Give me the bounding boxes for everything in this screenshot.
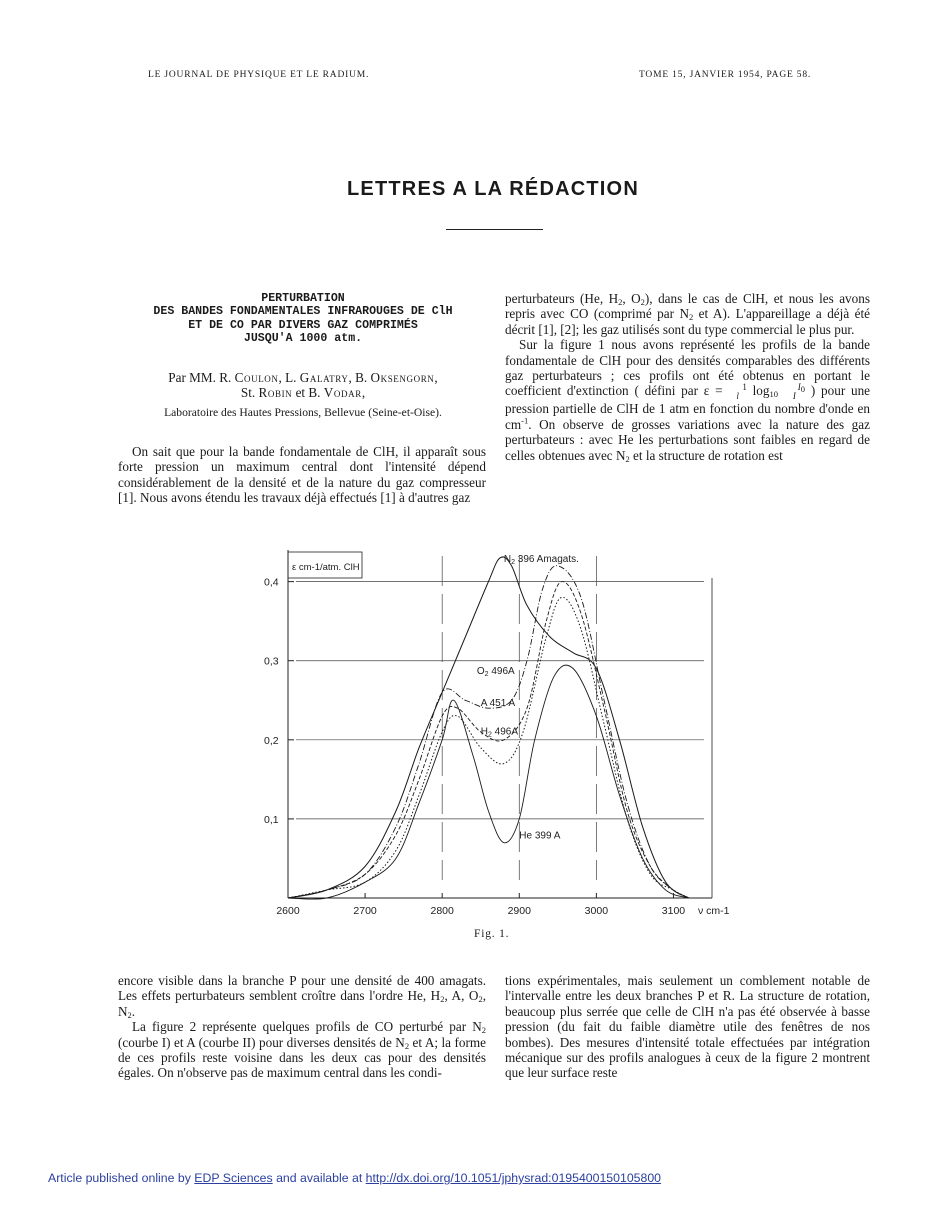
y-tick-label: 0,1 (264, 813, 279, 826)
series-label-4: $H_2$ 496A (480, 726, 519, 739)
publisher-link[interactable]: EDP Sciences (194, 1171, 273, 1185)
article-title-line: ET DE CO PAR DIVERS GAZ COMPRIMÉS (188, 318, 418, 332)
article-title-line: JUSQU'A 1000 atm. (243, 332, 363, 346)
author-initial: B. (308, 385, 324, 401)
x-tick-label: 2700 (353, 905, 377, 917)
series-label-3: A 451 A (480, 697, 516, 709)
author-name: Oksengorn (370, 370, 435, 385)
paragraph: tions expérimentales, mais seulement un comblement notable de l'intervalle entre les deux branches P et R. La structure de rotation, beaucoup plus serrée que celle de ClH n'a pas été observée à basse pression (du fait du faible diamètre utile des fenêtres de nos bombes). Des mesures d'intensité totale effectuées par intégration mécanique sur des profils analogues à ceux de la figure 2 montrent que leur surface reste (505, 973, 870, 1081)
x-axis-label: ν cm-1 (698, 905, 730, 917)
footer-middle: and available at (272, 1171, 366, 1185)
paragraph: perturbateurs (He, $H_2$, $O_2$), dans le cas de ClH, et nous les avons repris avec CO (comprimé par $N_2$ et A). L'appareillage a déjà été décrit [1], [2]; les gaz utilisés sont du type commercial le plus pur. (505, 291, 870, 337)
section-title: LETTRES A LA RÉDACTION (347, 178, 639, 200)
y-tick-label: 0,2 (264, 734, 279, 747)
author-initial: B. (355, 370, 371, 385)
issue-running-head: TOME 15, JANVIER 1954, PAGE 58. (639, 70, 812, 80)
article-title (118, 292, 488, 346)
author-name: Galatry (299, 370, 349, 385)
figure-caption: Fig. 1. (474, 928, 510, 940)
x-tick-label: 2900 (507, 905, 531, 917)
author-name: Robin (258, 385, 293, 401)
x-tick-label: 3100 (661, 905, 686, 917)
definition-formula: ( défini par ε = 1 l $\log_{10} I_0$ I ) (634, 382, 816, 402)
authors: Par MM. R. Coulon, L. Galatry, B. Oksengorn, St. Robin et B. Vodar, (168, 370, 438, 401)
series-line-4 (288, 597, 689, 898)
author-name: Coulon (234, 370, 279, 385)
publication-footer (48, 1171, 661, 1185)
right-column-top (505, 291, 870, 463)
y-tick-label: 0,4 (264, 576, 279, 589)
paragraph: On sait que pour la bande fondamentale de ClH, il apparaît sous forte pression un maximum central dont l'intensité dépend considérablement de la densité et de la nature du gaz compresseur [1]. Nous avons étendu les travaux déjà effectués [1] à d'autres gaz (118, 444, 486, 506)
title-rule (446, 229, 543, 230)
authors-prefix: Par MM. R. (168, 370, 235, 385)
right-column-bottom (505, 973, 870, 1081)
paragraph: La figure 2 représente quelques profils de CO perturbé par $N_2$ (courbe I) et A (courbe II) pour diverses densités de $N_2$ et A; la forme de ces profils reste voisine dans les deux cas pour des densités égales. On n'observe pas de maximum central dans les condi- (118, 1019, 486, 1081)
y-axis-label: ε cm-1/atm. ClH (292, 562, 360, 573)
series-line-1 (288, 557, 689, 898)
affiliation: Laboratoire des Hautes Pressions, Bellevue (Seine-et-Oise). (164, 406, 442, 419)
paragraph: Sur la figure 1 nous avons représenté les profils de la bande fondamentale de ClH pour des densités comparables des différents gaz perturbateurs ; ces profils ont été obtenus en portant le coefficient d'extinction ( défini par ε = 1 l $\log_{10} I_0$ I ) pour une pression partielle de ClH de 1 atm en fonction du nombre d'onde en $cm^{-1}$. On observe de grosses variations avec la nature des gaz perturbateurs : avec He les perturbations sont faibles en regard de celles obtenues avec $N_2$ et la structure de rotation est (505, 337, 871, 464)
paragraph: encore visible dans la branche P pour une densité de 400 amagats. Les effets perturbateurs semblent croître dans l'ordre He, $H_2$, A, $O_2$, $N_2$. (118, 973, 486, 1020)
author-initial: St. (240, 385, 259, 401)
series-label-2: $O_2$ 496A (476, 666, 515, 679)
series-label-1: $N_2$ 396 Amagats. (503, 553, 579, 566)
left-column-bottom (118, 973, 486, 1081)
journal-running-head: LE JOURNAL DE PHYSIQUE ET LE RADIUM. (148, 70, 370, 80)
left-column-top (118, 444, 486, 506)
y-tick-label: 0,3 (264, 655, 279, 668)
x-tick-label: 2800 (430, 905, 454, 917)
author-initial: L. (285, 370, 300, 385)
doi-link[interactable]: http://dx.doi.org/10.1051/jphysrad:0195400150105800 (365, 1171, 662, 1185)
article-title-line: DES BANDES FONDAMENTALES INFRAROUGES DE ClH (153, 305, 453, 319)
article-title-line: PERTURBATION (261, 292, 345, 305)
footer-prefix: Article published online by (48, 1171, 195, 1185)
x-tick-label: 2600 (276, 905, 300, 917)
series-label-5: He 399 A (519, 830, 561, 842)
x-tick-label: 3000 (584, 905, 609, 917)
author-name: Vodar (323, 385, 362, 401)
figure-1-chart (262, 540, 737, 920)
